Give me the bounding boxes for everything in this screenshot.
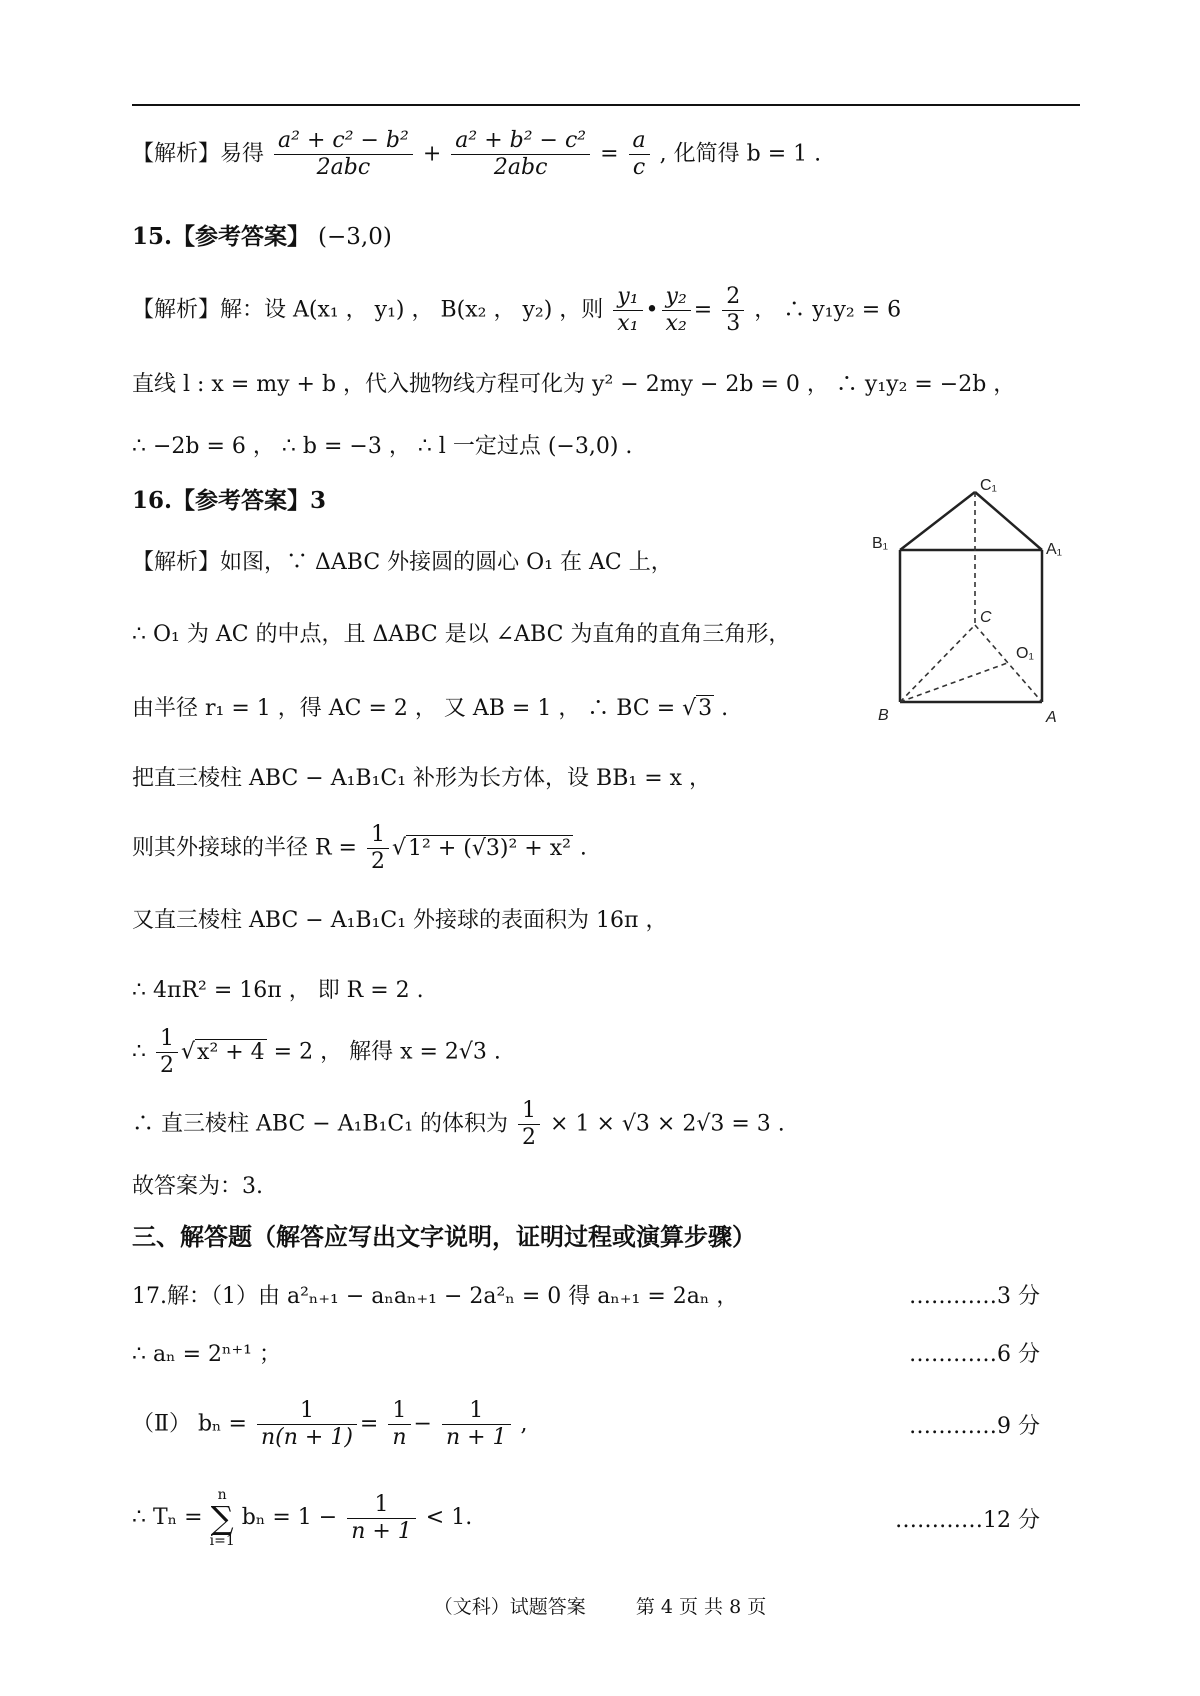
q16-heading: 16.【参考答案】3 <box>132 487 327 514</box>
label-b1: B₁ <box>872 535 889 552</box>
text: 【解析】易得 <box>132 141 265 167</box>
q17-step-4: ∴ Tₙ = n ∑ i=1 bₙ = 1 − $\frac{1}{n + 1}$ < 1. <box>132 1487 473 1549</box>
edge-c1a1 <box>975 492 1042 550</box>
footer-title: （文科）试题答案 <box>433 1596 586 1618</box>
q16-conclusion: 故答案为：3. <box>132 1174 263 1199</box>
q16-analysis-a: 【解析】如图，∵ ΔABC 外接圆的圆心 O₁ 在 AC 上， <box>132 550 673 575</box>
section-3-heading: 三、解答题（解答应写出文字说明，证明过程或演算步骤） <box>132 1222 756 1251</box>
label-a1: A₁ <box>1046 541 1063 558</box>
q16-analysis-d: 把直三棱柱 ABC − A₁B₁C₁ 补形为长方体，设 BB₁ = x ， <box>132 766 712 791</box>
header-rule <box>132 104 1080 106</box>
fraction: $\frac{a}{c}$ <box>629 128 650 181</box>
q15-analysis-a: 【解析】解：设 A(x₁ ， y₁) ， B(x₂ ， y₂) ，则 $\frac{\text{y₁}}{\text{x₁}}$ • $\frac{\text{y₂}}{\text{x₂}}$ = $\frac{2}{3}$ ， ∴ y₁y₂ = 6 <box>132 284 902 336</box>
q16-analysis-h: ∴ $\frac{1}{2}$ √x² + 4 = 2 ， 解得 x = 2√3 . <box>132 1026 501 1078</box>
label-c1: C₁ <box>980 477 997 494</box>
q17-step-2: ∴ aₙ = 2ⁿ⁺¹ ； <box>132 1342 281 1367</box>
q17-step-1: 17.解：（1）由 a²ₙ₊₁ − aₙaₙ₊₁ − 2a²ₙ = 0 得 aₙ₊₁ = 2aₙ ， <box>132 1284 739 1309</box>
page-footer <box>0 1592 1200 1619</box>
prism-figure <box>870 470 1070 740</box>
edge-bc <box>900 625 975 702</box>
label-o1: O₁ <box>1016 645 1034 662</box>
q15-analysis-c: ∴ −2b = 6 ， ∴ b = −3 ， ∴ l 一定过点 (−3,0) . <box>132 434 633 459</box>
q15-heading: 15.【参考答案】 (−3,0) <box>132 223 392 250</box>
label-b: B <box>878 707 889 724</box>
edge-ca <box>975 625 1042 702</box>
q16-analysis-g: ∴ 4πR² = 16π ， 即 R = 2 . <box>132 978 424 1003</box>
edge-b1c1 <box>900 492 975 550</box>
q17-score-1: …………3 分 <box>909 1284 1040 1309</box>
footer-page-number: 第 4 页 共 8 页 <box>635 1596 767 1618</box>
label-a: A <box>1046 709 1057 726</box>
q17-score-2: …………6 分 <box>909 1342 1040 1367</box>
q16-analysis-c: 由半径 r₁ = 1 ，得 AC = 2 ， 又 AB = 1 ， ∴ BC = √3 . <box>132 696 729 721</box>
q16-analysis-e: 则其外接球的半径 R = $\frac{1}{2}$ √1² + (√3)² + x² . <box>132 822 587 874</box>
q17-score-3: …………9 分 <box>909 1414 1040 1439</box>
q14-analysis: 【解析】易得 $\frac{\text{a² + c² − b²}}{\text{2abc}}$ + $\frac{\text{a² + b² − c²}}{\text{2abc}}$ = $\frac{a}{c}$ , 化简得 b = 1 . <box>132 128 822 180</box>
q16-analysis-b: ∴ O₁ 为 AC 的中点，且 ΔABC 是以 ∠ABC 为直角的直角三角形， <box>132 622 791 647</box>
fraction: $\frac{\text{a² + c² − b²}}{\text{2abc}}$ <box>274 128 413 181</box>
label-c: C <box>980 609 992 626</box>
fraction: $\frac{\text{a² + b² − c²}}{\text{2abc}}$ <box>451 128 590 181</box>
q15-analysis-b: 直线 l : x = my + b ，代入抛物线方程可化为 y² − 2my − 2b = 0 ， ∴ y₁y₂ = −2b ， <box>132 372 1016 397</box>
segment-bo1 <box>900 662 1010 702</box>
q17-score-4: …………12 分 <box>895 1508 1040 1533</box>
text: , 化简得 b = 1 . <box>659 141 822 167</box>
q17-step-3: （Ⅱ） bₙ = $\frac{1}{n(n + 1)}$ = $\frac{1}{n}$ − $\frac{1}{n + 1}$ , <box>132 1398 528 1450</box>
q16-analysis-i: ∴ 直三棱柱 ABC − A₁B₁C₁ 的体积为 $\frac{1}{2}$ × 1 × √3 × 2√3 = 3 . <box>132 1098 785 1150</box>
q16-analysis-f: 又直三棱柱 ABC − A₁B₁C₁ 外接球的表面积为 16π ， <box>132 908 668 933</box>
